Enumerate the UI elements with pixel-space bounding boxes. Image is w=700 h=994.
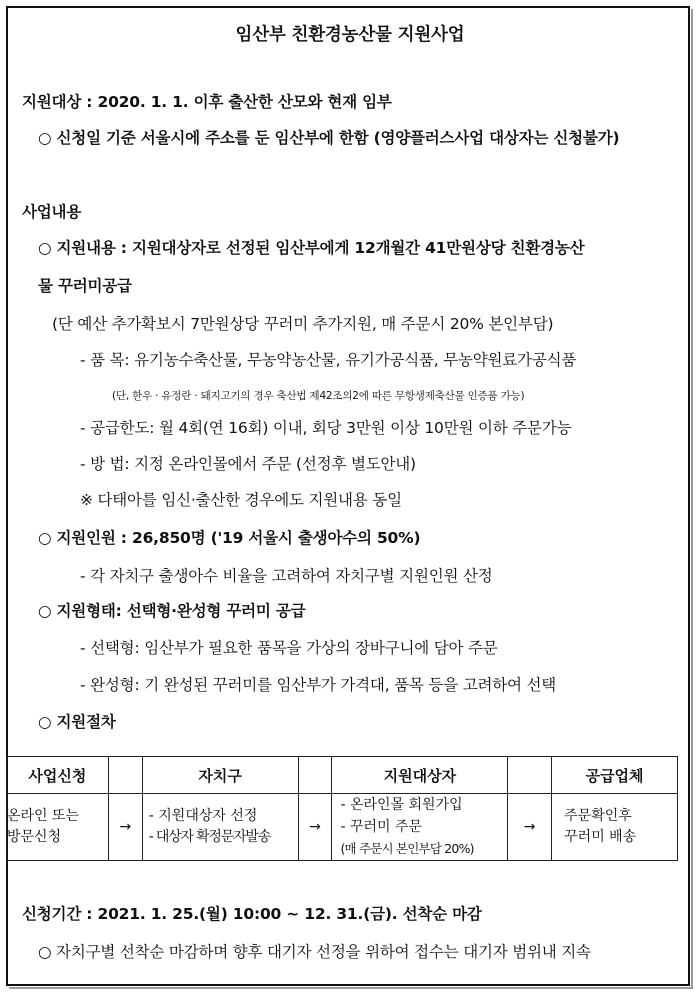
method-line: - 방 법: 지정 온라인몰에서 주문 (선정후 별도안내) [80,455,416,473]
district-line: - 지원대상자 선정 [148,808,258,824]
items-note: (단, 한우 · 유정란 · 돼지고기의 경우 축산법 제42조의2에 따른 무항생제축산물 인증품 가능) [112,390,525,402]
recipient-note: (매 주문시 본인부담 20%) [340,841,474,856]
target-line: 지원대상 : 2020. 1. 1. 이후 출산한 산모와 현재 임부 [22,93,392,111]
recipient-line: - 온라인몰 회원가입 [340,797,463,813]
header-district: 자치구 [142,757,298,794]
recipient-line: - 꾸러미 주문 [340,819,423,835]
content-line-2: 물 꾸러미공급 [38,277,132,295]
form-line: ○ 지원형태: 선택형·완성형 꾸러미 공급 [38,602,306,620]
procedure-table [6,756,678,861]
content-heading: 사업내용 [22,203,82,221]
content-line-1: ○ 지원내용 : 지원대상자로 선정된 임산부에게 12개월간 41만원상당 친환경농산 [38,239,585,257]
arrow-1: → [108,794,142,861]
twins-note: ※ 다태아를 임신·출산한 경우에도 지원내용 동일 [80,491,402,509]
header-supplier: 공급업체 [552,757,678,794]
page-title: 임산부 친환경농산물 지원사업 [235,25,465,45]
cell-recipient [332,794,508,861]
target-note: ○ 신청일 기준 서울시에 주소를 둔 임산부에 한함 (영양플러스사업 대상자는 신청불가) [38,129,620,147]
district-line: - 대상자 확정문자발송 [148,829,271,845]
cell-district [142,794,298,861]
people-note: - 각 자치구 출생아수 비율을 고려하여 자치구별 지원인원 산정 [80,567,493,585]
header-spacer [508,757,552,794]
procedure-heading: ○ 지원절차 [38,713,116,731]
people-line: ○ 지원인원 : 26,850명 ('19 서울시 출생아수의 50%) [38,529,421,547]
header-recipient: 지원대상자 [332,757,508,794]
period-line: 신청기간 : 2021. 1. 25.(월) 10:00 ~ 12. 31.(금). 선착순 마감 [22,905,482,923]
arrow-3: → [508,794,552,861]
apply-line: 온라인 또는 [7,808,80,824]
procedure-body-row [7,794,678,861]
header-spacer [108,757,142,794]
procedure-header-row [7,757,678,794]
cell-supplier [552,794,678,861]
supplier-line: 꾸러미 배송 [564,829,637,845]
extra-support: (단 예산 추가확보시 7만원상당 꾸러미 추가지원, 매 주문시 20% 본인부담) [52,315,554,333]
limit-line: - 공급한도: 월 4회(연 16회) 이내, 회당 3만원 이상 10만원 이하 주문가능 [80,419,572,437]
period-note: ○ 자치구별 선착순 마감하며 향후 대기자 선정을 위하여 접수는 대기자 범위내 지속 [38,943,591,961]
form-complete: - 완성형: 기 완성된 꾸러미를 임산부가 가격대, 품목 등을 고려하여 선택 [80,676,557,694]
form-select: - 선택형: 임산부가 필요한 품목을 가상의 장바구니에 담아 주문 [80,639,498,657]
supplier-line: 주문확인후 [564,808,632,824]
items-line: - 품 목: 유기농수축산물, 무농약농산물, 유기가공식품, 무농약원료가공식품 [80,351,577,369]
apply-line: 방문신청 [7,829,62,845]
arrow-2: → [298,794,332,861]
header-apply: 사업신청 [7,757,109,794]
header-spacer [298,757,332,794]
cell-apply [7,794,109,861]
